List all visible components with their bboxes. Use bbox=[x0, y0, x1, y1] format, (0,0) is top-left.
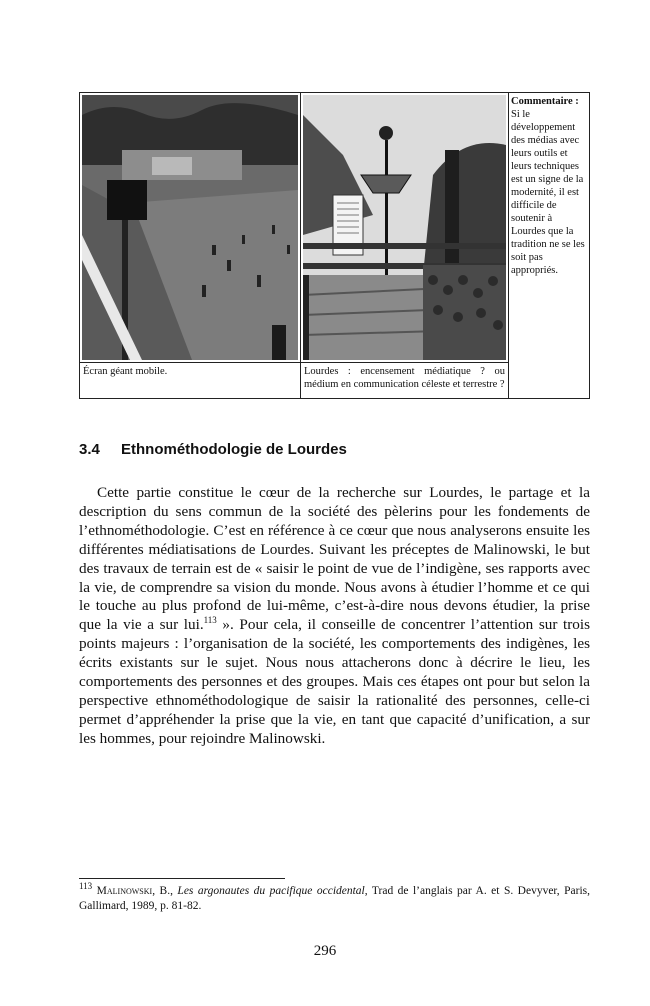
photo2-caption: Lourdes : encensement médiatique ? ou médium en communication céleste et terrestre ? bbox=[304, 366, 505, 390]
photo-giant-screen bbox=[82, 95, 298, 360]
column-divider bbox=[300, 93, 301, 398]
comment-box bbox=[511, 95, 589, 277]
footnote-number: 113 bbox=[79, 881, 93, 892]
paragraph-text-part2: ». Pour cela, il conseille de concentrer l’attention sur trois points majeurs : l’organisation de la société, les comportements des indigènes, les écrits existants sur le sujet. Nous nous attacherons donc à décrire le lieu, les comportements des personnes et des groupes. Mais ces étapes ont pour but selon la perspective ethnométhodologique de saisir la rationalité des personnes, celle-ci permet d’appréhender la prise que la vie, en tant que capacité d’unification, a sur les hommes, pour rejoindre Malinowski. bbox=[79, 616, 591, 747]
footnote-author: Malinowski, B., bbox=[96, 885, 173, 897]
column-divider bbox=[508, 93, 509, 398]
comment-text: Si le développement des médias avec leurs outils et leurs techniques est un signe de la modernité, il est difficile de soutenir à Lourdes que la tradition ne se les soit pas appropriés. bbox=[511, 109, 585, 276]
paragraph-text-part1: Cette partie constitue le cœur de la recherche sur Lourdes, le partage et la description du sens commun de la société des pèlerins pour les fondements de l’ethnométhodologie. C’est en référence à ce cœur que nous analyserons ensuite les différentes médiatisations de Lourdes. Suivant les préceptes de Malinowski, le but des travaux de terrain est de « saisir le point de vue de l’indigène, ses rapports avec la vie, de comprendre sa vision du monde. Nous avons à étudier l’homme et ce qui le touche au plus profond de lui-même, c’est-à-dire nous devons étudier, la prise que la vie a sur lui. bbox=[79, 484, 590, 634]
figure-table bbox=[79, 92, 590, 399]
section-title: Ethnométhodologie de Lourdes bbox=[121, 441, 347, 458]
photo-lourdes-lamp bbox=[303, 95, 506, 360]
photo1-caption: Écran géant mobile. bbox=[83, 366, 168, 377]
section-number: 3.4 bbox=[79, 441, 100, 458]
row-divider bbox=[80, 362, 508, 363]
footnote-book-title: Les argonautes du pacifique occidental bbox=[177, 885, 365, 897]
page-number: 296 bbox=[313, 943, 337, 959]
footnote-divider bbox=[79, 878, 285, 879]
footnote-details: , Trad de l’anglais par A. et S. Devyver, Paris, Gallimard, 1989, p. 81-82. bbox=[79, 885, 591, 912]
section-heading bbox=[79, 441, 347, 458]
footnote bbox=[79, 881, 591, 914]
comment-title: Commentaire : bbox=[511, 96, 579, 107]
body-paragraph bbox=[79, 484, 590, 749]
footnote-reference[interactable]: 113 bbox=[203, 615, 217, 626]
